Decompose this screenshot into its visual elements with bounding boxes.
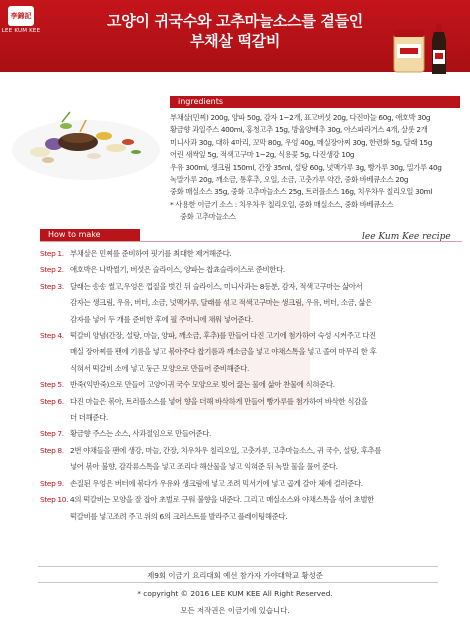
step-text: 반죽(익반죽)으로 만들어 고양이귀 국수 모양으로 빚어 끓는 물에 삶아 찬물에 식혀준다. <box>70 380 335 390</box>
step-item <box>40 394 466 427</box>
footer-copyright: * copyright © 2016 LEE KUM KEE All Right Reserved. <box>137 589 333 598</box>
step-label: Step 5. <box>40 380 64 390</box>
step-label: Step 2. <box>40 265 64 275</box>
step-label: Step 6. <box>40 396 64 406</box>
step-label: Step 1. <box>40 249 64 258</box>
step-item <box>40 279 466 328</box>
ingredient-line: 중화 고추마늘소스 <box>180 212 236 222</box>
method-heading-bar <box>40 229 140 241</box>
step-text: 4의 떡갈비는 모양을 잘 잡아 초벌로 구워 불향을 내준다. 그리고 매실소스와 야채스톡을 섞어 초벌한 <box>70 495 374 505</box>
ingredient-line: 녹말가루 20g, 깨소금, 통후추, 오일, 소금, 고춧가루 약간, 중화 바베큐소스 20g <box>170 175 409 185</box>
step-item <box>40 262 466 278</box>
method-steps <box>40 246 466 525</box>
step-text: 다진 마늘은 볶아, 트러플소스를 넣어 향을 더해 바삭하게 만들어 빵가루를 첨가하여 바삭한 식감을 <box>70 396 368 406</box>
method-heading: How to make <box>48 230 101 239</box>
ingredient-line: 우유 300ml, 생크림 150ml, 간장 35ml, 설탕 60g, 넛맥가루 3g, 빵가루 30g, 밀가루 40g <box>170 162 442 172</box>
footer-divider-top <box>38 566 438 567</box>
ingredient-line: 부채살(민찌) 200g, 양파 50g, 감자 1~2개, 표고버섯 20g, 다진마늘 60g, 애호박 30g <box>170 113 431 122</box>
ingredient-line: * 사용한 이금기 소스 : 치우차우 칠리오일, 중화 매실소스, 중화 바베큐소스 <box>170 199 394 209</box>
step-item <box>40 426 466 442</box>
step-item <box>40 377 466 393</box>
step-text: 부채살은 민찌를 준비하여 핏기를 최대한 제거해준다. <box>70 249 232 258</box>
step-text: 떡갈비 양념(간장, 설탕, 마늘, 양파, 깨소금, 후추)를 만들어 다진 고기에 첨가하여 숙성 시켜주고 다진 <box>70 331 376 341</box>
step-label: Step 8. <box>40 445 64 455</box>
header-banner <box>0 0 470 72</box>
footer-divider-mid <box>38 582 438 583</box>
step-text: 2번 야채들을 팬에 생강, 마늘, 간장, 치우차우 칠리오일, 고춧가루, 고추마늘소스, 귀 국수, 설탕, 후추를 <box>70 445 382 455</box>
signature-text: lee Kum Kee recipe <box>362 232 451 242</box>
step-item <box>40 328 466 377</box>
ingredient-line: 중화 매실소스 35g, 중화 고추마늘소스 25g, 트러플소스 16g, 치우차우 칠리오일 30ml <box>170 187 433 197</box>
step-text: 손질된 우엉은 버터에 볶다가 우유와 생크림에 넣고 조려 믹서기에 넣고 곱게 갈아 체에 걸러준다. <box>70 478 363 488</box>
step-text: 매실 장아찌를 팬에 기름을 넣고 볶아주다 찹기름과 깨소금을 넣고 야채스톡을 넣고 졸여 마무리 한 후 <box>70 347 377 357</box>
ingredients-heading-bar <box>170 96 460 108</box>
step-item <box>40 492 466 525</box>
logo-text: LEE KUM KEE <box>1 28 41 34</box>
step-text: 식혀서 떡갈비 소에 넣고 둥근 모양으로 만들어 준비해준다. <box>70 363 249 373</box>
ingredient-line: 황금향 과일주스 400ml, 홍청고추 15g, 방울양배추 30g, 아스파라거스 4개, 살롯 2개 <box>170 125 428 135</box>
page-title-line2: 부채살 떡갈비 <box>189 32 281 50</box>
ingredient-line: 어린 새싹잎 5g, 적색고구마 1~2g, 식용꽃 5g, 다진생강 10g <box>170 150 355 160</box>
step-text: 감자는 생크림, 우유, 버터, 소금, 넛맥가루, 달래를 섞고 적색고구마는 생크림, 우유, 버터, 소금, 삶은 <box>70 298 372 308</box>
step-text: 넣어 볶아 불향, 감각류스톡을 넣고 조리다 해산물을 넣고 익혀준 뒤 녹말 물을 풀어 준다. <box>70 462 338 472</box>
step-text: 달래는 송송 썰고,우엉은 껍질을 벗긴 뒤 슬라이스, 미니사과는 8등분, 감자, 적색고구마는 삶아서 <box>70 281 363 291</box>
step-text: 애호박은 나박썰기, 버섯은 슬라이스, 양파는 찹쵸슬라이스로 준비한다. <box>70 265 285 275</box>
footer-author: 제9회 이금기 요리대회 예선 참가자 가야대학교 황성준 <box>147 571 323 580</box>
logo-mark: 李錦記 <box>8 6 34 26</box>
step-label: Step 3. <box>40 281 64 291</box>
step-label: Step 7. <box>40 429 64 439</box>
page-title-line1: 고양이 귀국수와 고추마늘소스를 곁들인 <box>107 12 363 30</box>
ingredient-line: 미니사과 30g, 대하 4마리, 꼬막 80g, 우엉 40g, 메실장아찌 30g, 한련화 5g, 달래 15g <box>170 137 432 147</box>
sauce-products-image <box>390 20 460 80</box>
ingredients-list <box>170 112 466 224</box>
step-item <box>40 476 466 492</box>
recipe-signature <box>360 226 460 244</box>
dish-photo <box>6 92 166 192</box>
step-text: 황금향 주스는 소스, 사과절임으로 만들어준다. <box>70 429 211 439</box>
step-item <box>40 443 466 476</box>
step-label: Step 10. <box>40 495 69 505</box>
ingredients-heading: ingredients <box>178 97 224 106</box>
step-text: 떡갈비를 넣고조려 주고 위의 6의 크러스트를 발라주고 플레이팅해준다. <box>70 511 288 521</box>
step-text: 더 더해준다. <box>70 413 108 423</box>
step-text: 감자를 넣어 두 개를 준비한 후에 필 주머니에 채워 넣어준다. <box>70 314 253 324</box>
step-item <box>40 246 466 262</box>
footer-rights: 모든 저작권은 이금기에 있습니다. <box>180 606 290 615</box>
step-label: Step 4. <box>40 331 64 341</box>
step-label: Step 9. <box>40 478 64 488</box>
